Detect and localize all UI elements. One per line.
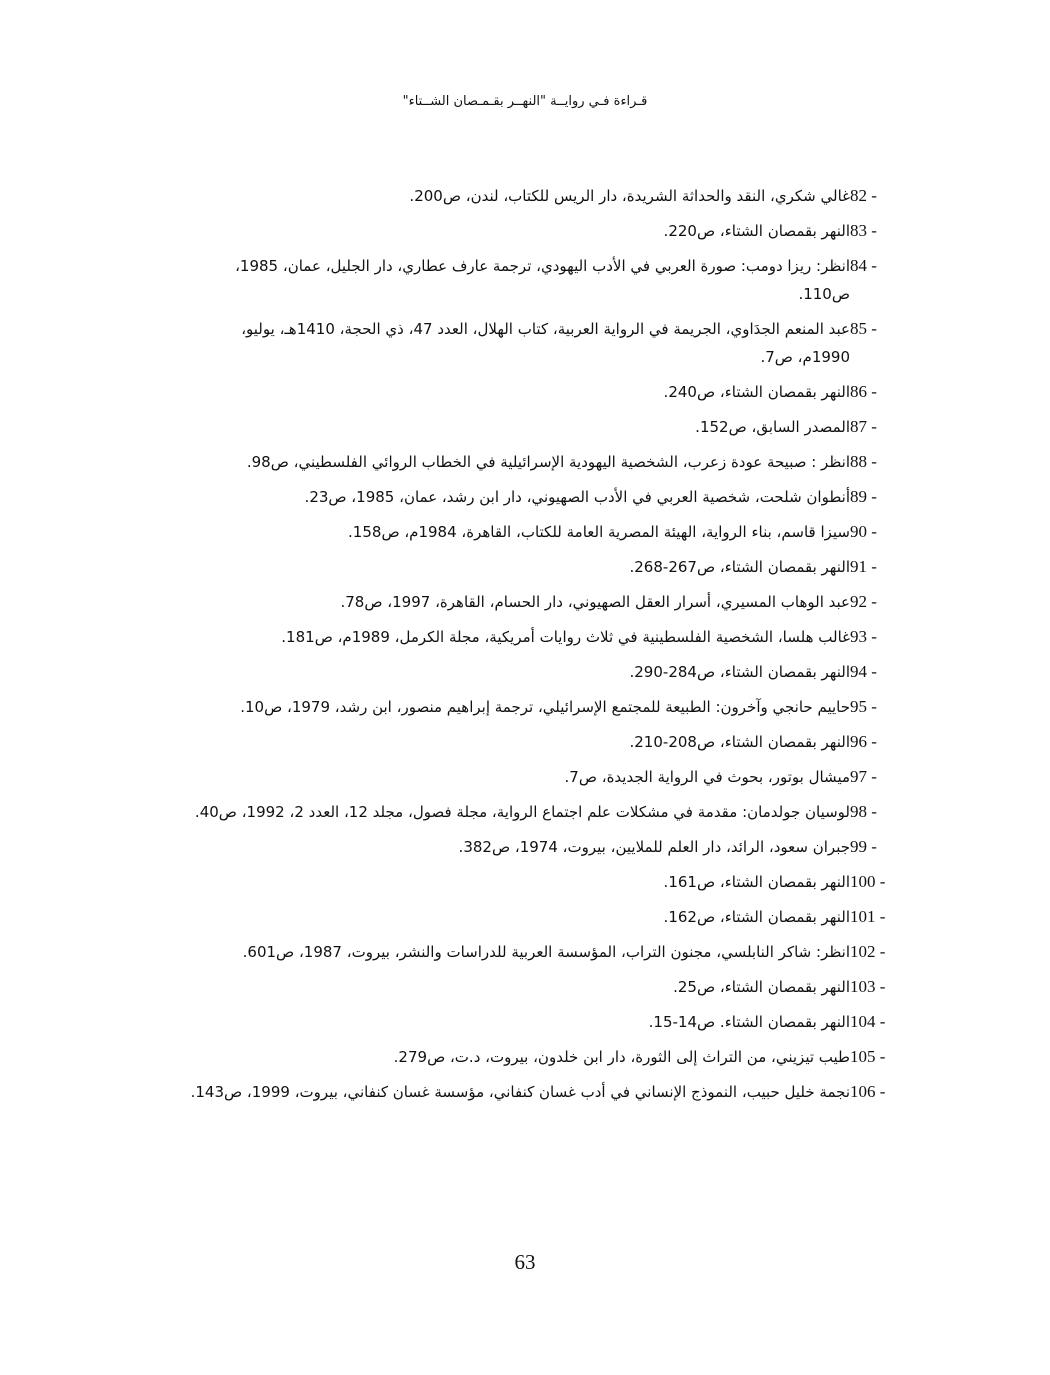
footnote-text: طيب تيزيني، من التراث إلى الثورة، دار ابن خلدون، بيروت، د.ت، ص279. xyxy=(393,1048,850,1066)
footnote-number: 92 - xyxy=(850,592,877,611)
footnote-86 xyxy=(186,378,908,406)
footnote-text: غالي شكري، النقد والحداثة الشريدة، دار الريس للكتاب، لندن، ص200. xyxy=(409,187,850,205)
footnote-85 xyxy=(186,315,908,371)
footnote-98 xyxy=(186,798,908,826)
footnote-text: ميشال بوتور، بحوث في الرواية الجديدة، ص7. xyxy=(564,768,850,786)
footnote-96 xyxy=(186,728,908,756)
footnote-105 xyxy=(186,1043,908,1071)
footnote-84 xyxy=(186,252,908,308)
footnote-text: سيزا قاسم، بناء الرواية، الهيئة المصرية العامة للكتاب، القاهرة، 1984م، ص158. xyxy=(348,523,850,541)
footnote-text: غالب هلسا، الشخصية الفلسطينية في ثلاث روايات أمريكية، مجلة الكرمل، 1989م، ص181. xyxy=(281,628,850,646)
footnote-number: 104 - xyxy=(850,1012,886,1031)
footnote-text: انظر: ريزا دومب: صورة العربي في الأدب اليهودي، ترجمة عارف عطاري، دار الجليل، عمان، 1985، ص110. xyxy=(235,257,850,303)
footnote-106 xyxy=(186,1078,908,1106)
page-number: 63 xyxy=(514,1250,536,1274)
footnote-104 xyxy=(186,1008,908,1036)
footnote-100 xyxy=(186,868,908,896)
footnote-number: 84 - xyxy=(850,256,877,275)
footnote-number: 105 - xyxy=(850,1047,886,1066)
footnote-101 xyxy=(186,903,908,931)
footnote-text: حاييم حانجي وآخرون: الطبيعة للمجتمع الإسرائيلي، ترجمة إبراهيم منصور، ابن رشد، 1979، ص10. xyxy=(240,698,850,716)
footnote-text: عبد المنعم الجدَاوي، الجريمة في الرواية العربية، كتاب الهلال، العدد 47، ذي الحجة، 1410هـ، يوليو، 1990م، ص7. xyxy=(241,320,850,366)
footnote-text: المصدر السابق، ص152. xyxy=(695,418,850,436)
running-header: قـراءة فـي روايــة "النهــر بقـمـصان الشــتاء" xyxy=(402,94,648,109)
footnote-text: النهر بقمصان الشتاء، ص284-290. xyxy=(629,663,850,681)
footnote-99 xyxy=(186,833,908,861)
footnote-93 xyxy=(186,623,908,651)
footnote-text: عبد الوهاب المسيري، أسرار العقل الصهيوني، دار الحسام، القاهرة، 1997، ص78. xyxy=(340,593,850,611)
footnote-88 xyxy=(186,448,908,476)
footnote-92 xyxy=(186,588,908,616)
footnote-number: 91 - xyxy=(850,557,877,576)
footnote-number: 100 - xyxy=(850,872,886,891)
footnote-text: نجمة خليل حبيب، النموذج الإنساني في أدب غسان كنفاني، مؤسسة غسان كنفاني، بيروت، 1999، ص143. xyxy=(190,1083,850,1101)
footnote-text: النهر بقمصان الشتاء. ص14-15. xyxy=(648,1013,850,1031)
footnote-text: أنطوان شلحت، شخصية العربي في الأدب الصهيوني، دار ابن رشد، عمان، 1985، ص23. xyxy=(304,488,850,506)
footnote-number: 93 - xyxy=(850,627,877,646)
footnote-text: النهر بقمصان الشتاء، ص25. xyxy=(673,978,850,996)
footnote-text: النهر بقمصان الشتاء، ص220. xyxy=(663,222,850,240)
footnote-number: 102 - xyxy=(850,942,886,961)
footnote-text: لوسيان جولدمان: مقدمة في مشكلات علم اجتماع الرواية، مجلة فصول، مجلد 12، العدد 2، 1992، ص40. xyxy=(194,803,850,821)
footnote-number: 101 - xyxy=(850,907,886,926)
footnote-number: 97 - xyxy=(850,767,877,786)
footnote-text: النهر بقمصان الشتاء، ص208-210. xyxy=(629,733,850,751)
footnote-text: النهر بقمصان الشتاء، ص162. xyxy=(663,908,850,926)
footnote-89 xyxy=(186,483,908,511)
footnote-number: 83 - xyxy=(850,221,877,240)
footnote-number: 96 - xyxy=(850,732,877,751)
footnote-text: النهر بقمصان الشتاء، ص267-268. xyxy=(629,558,850,576)
footnote-91 xyxy=(186,553,908,581)
footnote-number: 85 - xyxy=(850,319,877,338)
footnote-number: 89 - xyxy=(850,487,877,506)
footnote-number: 87 - xyxy=(850,417,877,436)
footnote-text: انظر: شاكر النابلسي، مجنون التراب، المؤسسة العربية للدراسات والنشر، بيروت، 1987، ص601. xyxy=(242,943,850,961)
footnote-text: انظر : صبيحة عودة زعرب، الشخصية اليهودية الإسرائيلية في الخطاب الروائي الفلسطيني، ص98. xyxy=(246,453,850,471)
footnote-102 xyxy=(186,938,908,966)
footnote-number: 103 - xyxy=(850,977,886,996)
footnote-number: 99 - xyxy=(850,837,877,856)
footnote-82 xyxy=(186,182,908,210)
footnote-103 xyxy=(186,973,908,1001)
footnote-number: 90 - xyxy=(850,522,877,541)
footnote-text: النهر بقمصان الشتاء، ص161. xyxy=(663,873,850,891)
footnote-94 xyxy=(186,658,908,686)
footnote-text: جبران سعود، الرائد، دار العلم للملايين، بيروت، 1974، ص382. xyxy=(458,838,850,856)
footnote-number: 94 - xyxy=(850,662,877,681)
footnote-number: 88 - xyxy=(850,452,877,471)
footnote-number: 98 - xyxy=(850,802,877,821)
footnote-number: 95 - xyxy=(850,697,877,716)
footnote-number: 86 - xyxy=(850,382,877,401)
footnote-text: النهر بقمصان الشتاء، ص240. xyxy=(663,383,850,401)
footnote-number: 82 - xyxy=(850,186,877,205)
footnote-97 xyxy=(186,763,908,791)
footnote-87 xyxy=(186,413,908,441)
footnote-90 xyxy=(186,518,908,546)
footnote-83 xyxy=(186,217,908,245)
footnotes-list xyxy=(186,182,908,1113)
footnote-95 xyxy=(186,693,908,721)
footnote-number: 106 - xyxy=(850,1082,886,1101)
